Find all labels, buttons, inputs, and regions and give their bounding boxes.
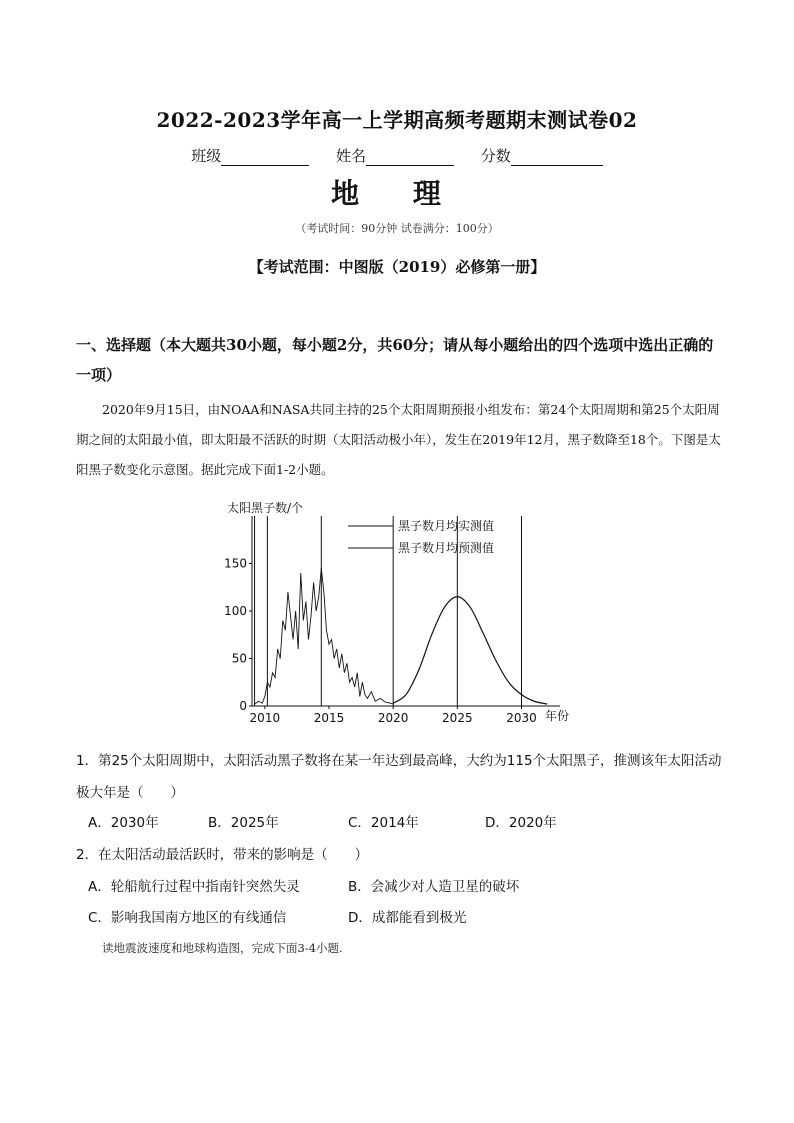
y-tick-label: 50 [231, 651, 247, 666]
class-field[interactable] [221, 149, 309, 166]
legend-label: 黑子数月均实测值 [398, 519, 495, 533]
exam-title: 2022-2023学年高一上学期高频考题期末测试卷02 [156, 108, 638, 132]
y-tick-label: 100 [224, 604, 247, 618]
reading-instruction: 读地震波速度和地球构造图，完成下面3-4小题. [102, 941, 343, 955]
exam-scope: 【考试范围：中图版（2019）必修第一册】 [248, 258, 546, 276]
x-tick-label: 2015 [313, 711, 345, 725]
x-tick-label: 2030 [506, 711, 537, 725]
legend-label: 黑子数月均预测值 [398, 541, 495, 555]
sunspot-chart [215, 494, 585, 730]
q2-option-a[interactable]: A．轮船航行过程中指南针突然失灵 [88, 879, 300, 895]
y-tick-label: 0 [239, 699, 247, 713]
q2-option-c[interactable]: C．影响我国南方地区的有线通信 [88, 910, 287, 926]
x-tick-label: 2010 [249, 711, 281, 725]
x-tick-label: 2025 [442, 711, 473, 725]
class-label: 班级 [191, 147, 222, 165]
question-2-stem: 2．在太阳活动最活跃时，带来的影响是（ ） [76, 847, 369, 863]
y-tick-label: 150 [224, 556, 247, 571]
question-1-options [88, 811, 728, 833]
q2-option-d[interactable]: D．成都能看到极光 [348, 910, 467, 926]
section-heading: 一、选择题（本大题共30小题，每小题2分，共60分；请从每小题给出的四个选项中选出正确的一项） [76, 336, 714, 384]
q1-option-d[interactable]: D．2020年 [485, 815, 557, 831]
q1-option-a[interactable]: A．2030年 [88, 815, 159, 831]
score-label: 分数 [480, 147, 511, 165]
question-1-stem: 1．第25个太阳周期中，太阳活动黑子数将在某一年达到最高峰，大约为115个太阳黑子，推测该年太阳活动极大年是（ ） [76, 753, 722, 801]
exam-time-note: （考试时间：90分钟 试卷满分：100分） [295, 222, 499, 235]
name-label: 姓名 [335, 147, 366, 165]
subject-title: 地 理 [331, 177, 463, 210]
series-predicted-line [393, 597, 547, 704]
passage-intro: 2020年9月15日，由NOAA和NASA共同主持的25个太阳周期预报小组发布：第24个太阳周期和第25个太阳周期之间的太阳最小值，即太阳最不活跃的时期（太阳活动极小年），发生在2019年12月，黑子数降至18个。下图是太阳黑子数变化示意图。据此完成下面1-2小题。 [76, 402, 721, 477]
chart-xlabel: 年份 [545, 709, 570, 723]
q1-option-c[interactable]: C．2014年 [348, 815, 419, 831]
q1-option-b[interactable]: B．2025年 [208, 815, 279, 831]
q2-option-b[interactable]: B．会减少对人造卫星的破坏 [348, 879, 520, 895]
series-observed-line [255, 568, 394, 704]
x-tick-label: 2020 [377, 711, 409, 725]
score-field[interactable] [511, 149, 603, 166]
student-info-fields [0, 145, 794, 166]
chart-ylabel: 太阳黑子数/个 [227, 501, 304, 515]
name-field[interactable] [366, 149, 454, 166]
